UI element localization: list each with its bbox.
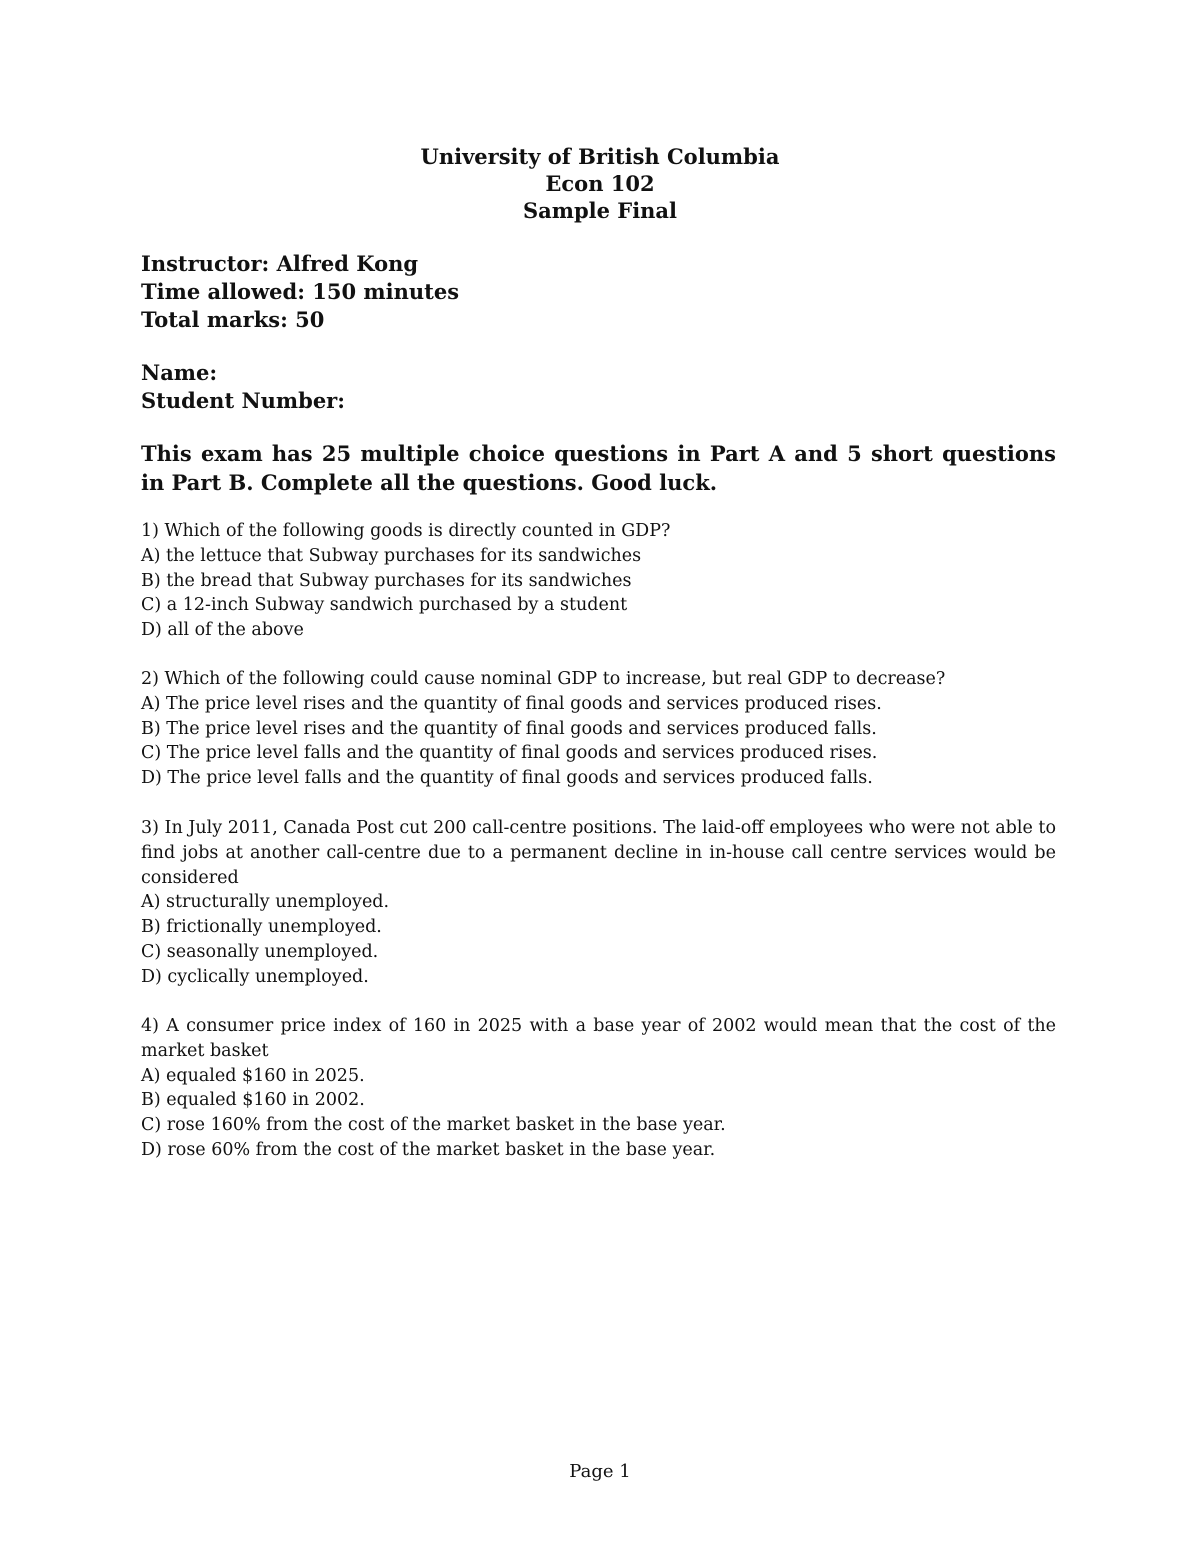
- answer-option-d: D) all of the above: [141, 620, 304, 641]
- university-name: University of British Columbia: [420, 144, 780, 169]
- answer-option-c: C) The price level falls and the quantity of final goods and services produced rises.: [141, 743, 878, 764]
- question-stem: 4) A consumer price index of 160 in 2025 with a base year of 2002 would mean that the cost of the market basket: [141, 1016, 1056, 1061]
- question-3: [141, 816, 1056, 990]
- answer-option-c: C) rose 160% from the cost of the market basket in the base year.: [141, 1115, 726, 1136]
- answer-option-b: B) the bread that Subway purchases for its sandwiches: [141, 570, 632, 591]
- exam-title: Sample Final: [522, 198, 678, 223]
- answer-option-a: A) the lettuce that Subway purchases for its sandwiches: [141, 545, 642, 566]
- time-allowed-line: Time allowed: 150 minutes: [141, 279, 460, 304]
- question-stem: 1) Which of the following goods is directly counted in GDP?: [141, 521, 671, 541]
- question-2: [141, 667, 1056, 791]
- answer-option-a: A) equaled $160 in 2025.: [141, 1065, 365, 1086]
- answer-option-b: B) equaled $160 in 2002.: [141, 1090, 365, 1111]
- student-info: [141, 359, 345, 415]
- answer-option-b: B) frictionally unemployed.: [141, 917, 382, 938]
- question-stem: 3) In July 2011, Canada Post cut 200 call-centre positions. The laid-off employees who were not able to find jobs at another call-centre due to a permanent decline in in-house call centre services would be considered: [141, 818, 1056, 888]
- answer-option-c: C) a 12-inch Subway sandwich purchased by a student: [141, 595, 628, 616]
- answer-option-a: A) structurally unemployed.: [141, 892, 390, 913]
- course-code: Econ 102: [545, 171, 655, 196]
- total-marks-line: Total marks: 50: [141, 307, 325, 332]
- question-4: [141, 1014, 1056, 1163]
- page-number: Page 1: [569, 1461, 631, 1482]
- answer-option-d: D) cyclically unemployed.: [141, 966, 369, 987]
- exam-info: [141, 250, 459, 334]
- question-1: [141, 519, 1056, 643]
- document-header: [0, 143, 1200, 224]
- name-label: Name:: [141, 360, 218, 385]
- answer-option-a: A) The price level rises and the quantity of final goods and services produced rises.: [141, 693, 882, 714]
- answer-option-d: D) The price level falls and the quantity of final goods and services produced falls.: [141, 768, 873, 789]
- answer-option-b: B) The price level rises and the quantity of final goods and services produced falls.: [141, 718, 877, 739]
- answer-option-d: D) rose 60% from the cost of the market basket in the base year.: [141, 1139, 716, 1160]
- instructor-line: Instructor: Alfred Kong: [141, 251, 419, 276]
- answer-option-c: C) seasonally unemployed.: [141, 941, 379, 962]
- student-number-label: Student Number:: [141, 388, 346, 413]
- exam-instructions: This exam has 25 multiple choice questions in Part A and 5 short questions in Part B. Complete all the questions. Good luck.: [141, 441, 1056, 495]
- question-stem: 2) Which of the following could cause nominal GDP to increase, but real GDP to decrease?: [141, 669, 946, 689]
